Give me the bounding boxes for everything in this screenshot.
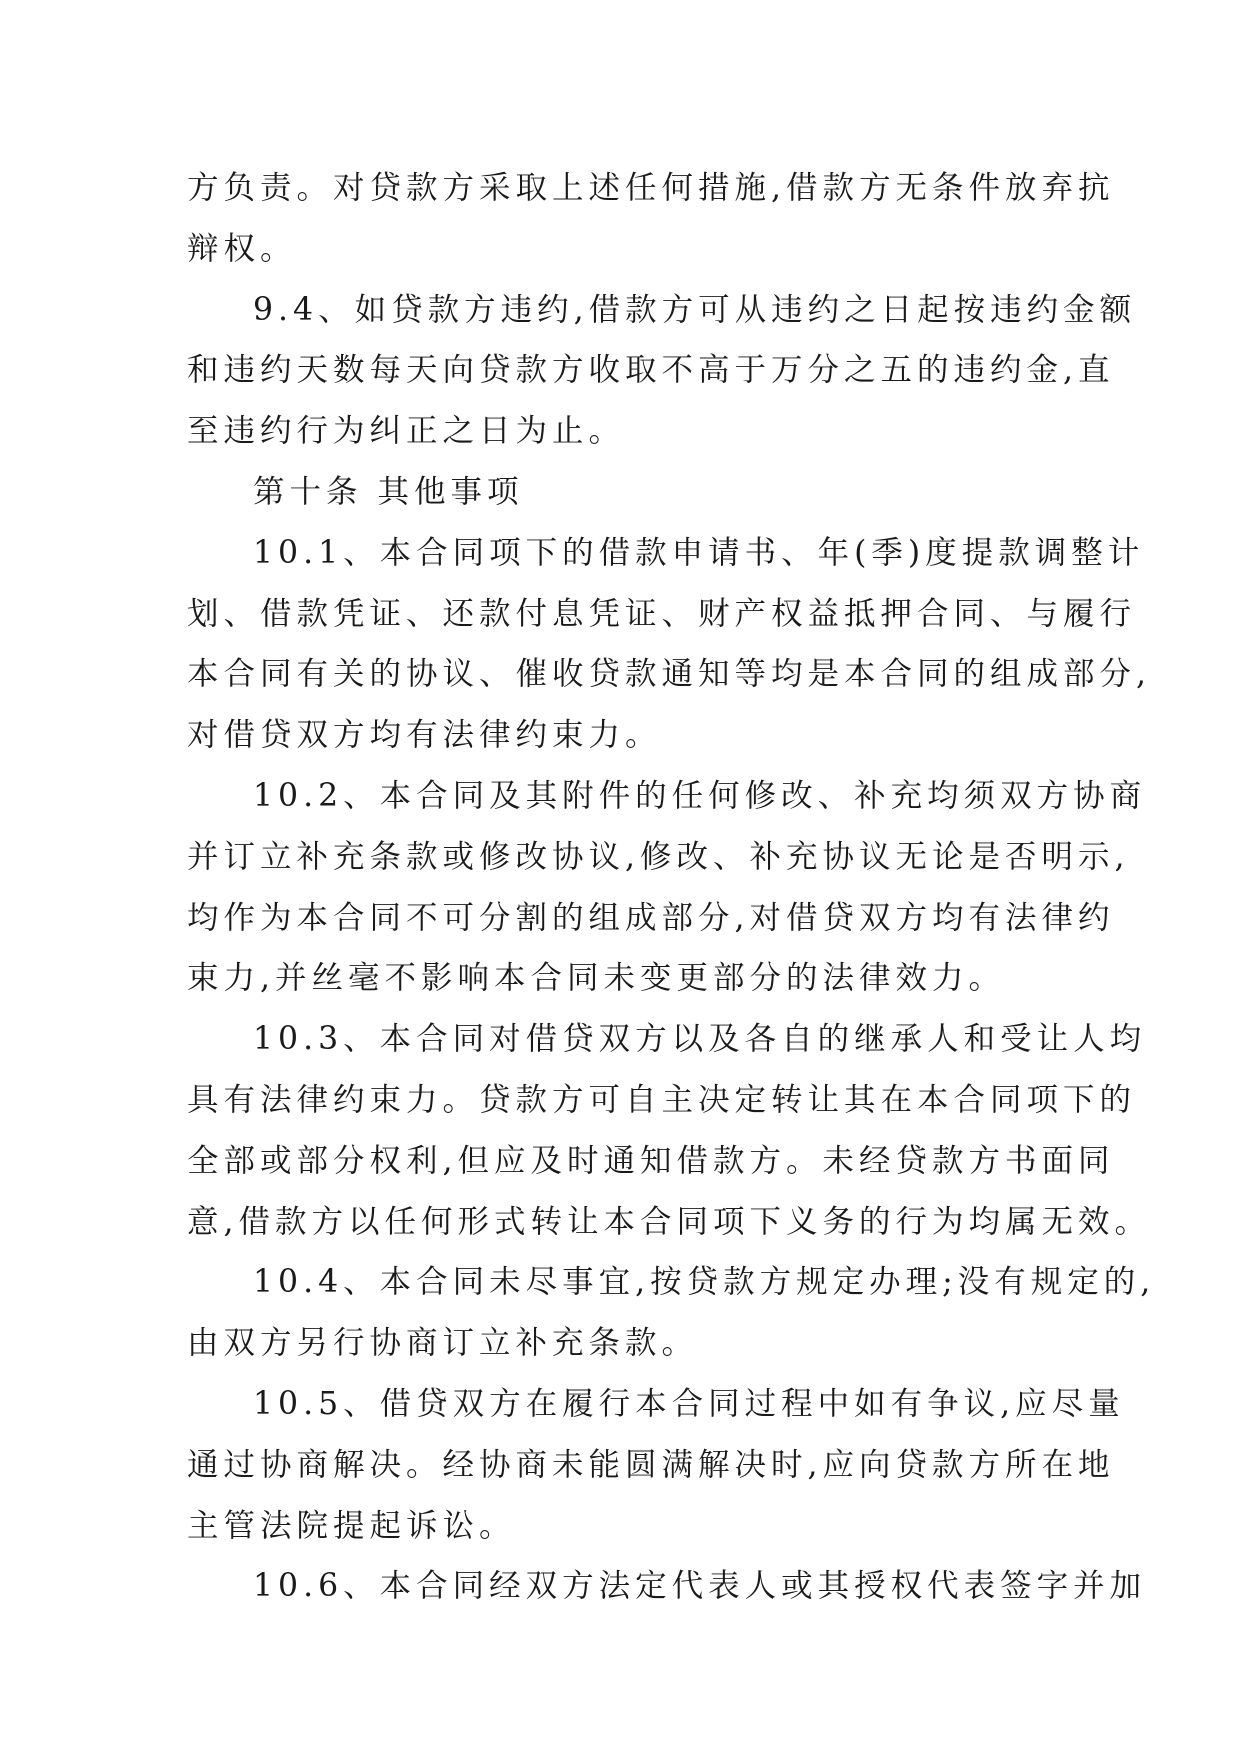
paragraph-line: 本合同有关的协议、催收贷款通知等均是本合同的组成部分,: [187, 656, 1152, 693]
paragraph-line: 方负责。对贷款方采取上述任何措施,借款方无条件放弃抗: [187, 170, 1115, 206]
paragraph-line: 具有法律约束力。贷款方可自主决定转让其在本合同项下的: [187, 1081, 1137, 1118]
paragraph-line: 并订立补充条款或修改协议,修改、补充协议无论是否明示,: [187, 838, 1130, 875]
paragraph-first-line: 10.2、本合同及其附件的任何修改、补充均须双方协商: [253, 777, 1147, 814]
contract-body: [187, 158, 1156, 1617]
paragraph-line: 对借贷双方均有法律约束力。: [187, 717, 662, 754]
paragraph-first-line: 10.3、本合同对借贷双方以及各自的继承人和受让人均: [253, 1021, 1147, 1058]
paragraph-line: 至违约行为纠正之日为止。: [187, 413, 626, 450]
paragraph-first-line: 10.5、借贷双方在履行本合同过程中如有争议,应尽量: [253, 1385, 1125, 1422]
paragraph-line: 意,借款方以任何形式转让本合同项下义务的行为均属无效。: [187, 1203, 1152, 1240]
paragraph-line: 主管法院提起诉讼。: [187, 1507, 516, 1544]
paragraph-first-line: 9.4、如贷款方违约,借款方可从违约之日起按违约金额: [253, 291, 1137, 328]
paragraph-first-line: 10.6、本合同经双方法定代表人或其授权代表签字并加: [253, 1568, 1147, 1605]
paragraph-line: 全部或部分权利,但应及时通知借款方。未经贷款方书面同: [187, 1142, 1115, 1179]
paragraph-first-line: 第十条 其他事项: [253, 473, 524, 510]
paragraph-line: 辩权。: [187, 230, 297, 267]
paragraph-line: 由双方另行协商订立补充条款。: [187, 1325, 699, 1362]
paragraph-first-line: 10.4、本合同未尽事宜,按贷款方规定办理;没有规定的,: [253, 1264, 1156, 1301]
paragraph-line: 均作为本合同不可分割的组成部分,对借贷双方均有法律约: [187, 899, 1115, 936]
paragraph-line: 束力,并丝毫不影响本合同未变更部分的法律效力。: [187, 960, 1006, 997]
paragraph-first-line: 10.1、本合同项下的借款申请书、年(季)度提款调整计: [253, 534, 1145, 571]
paragraph-line: 通过协商解决。经协商未能圆满解决时,应向贷款方所在地: [187, 1446, 1115, 1483]
paragraph-line: 和违约天数每天向贷款方收取不高于万分之五的违约金,直: [187, 352, 1115, 389]
paragraph-line: 划、借款凭证、还款付息凭证、财产权益抵押合同、与履行: [187, 595, 1137, 632]
